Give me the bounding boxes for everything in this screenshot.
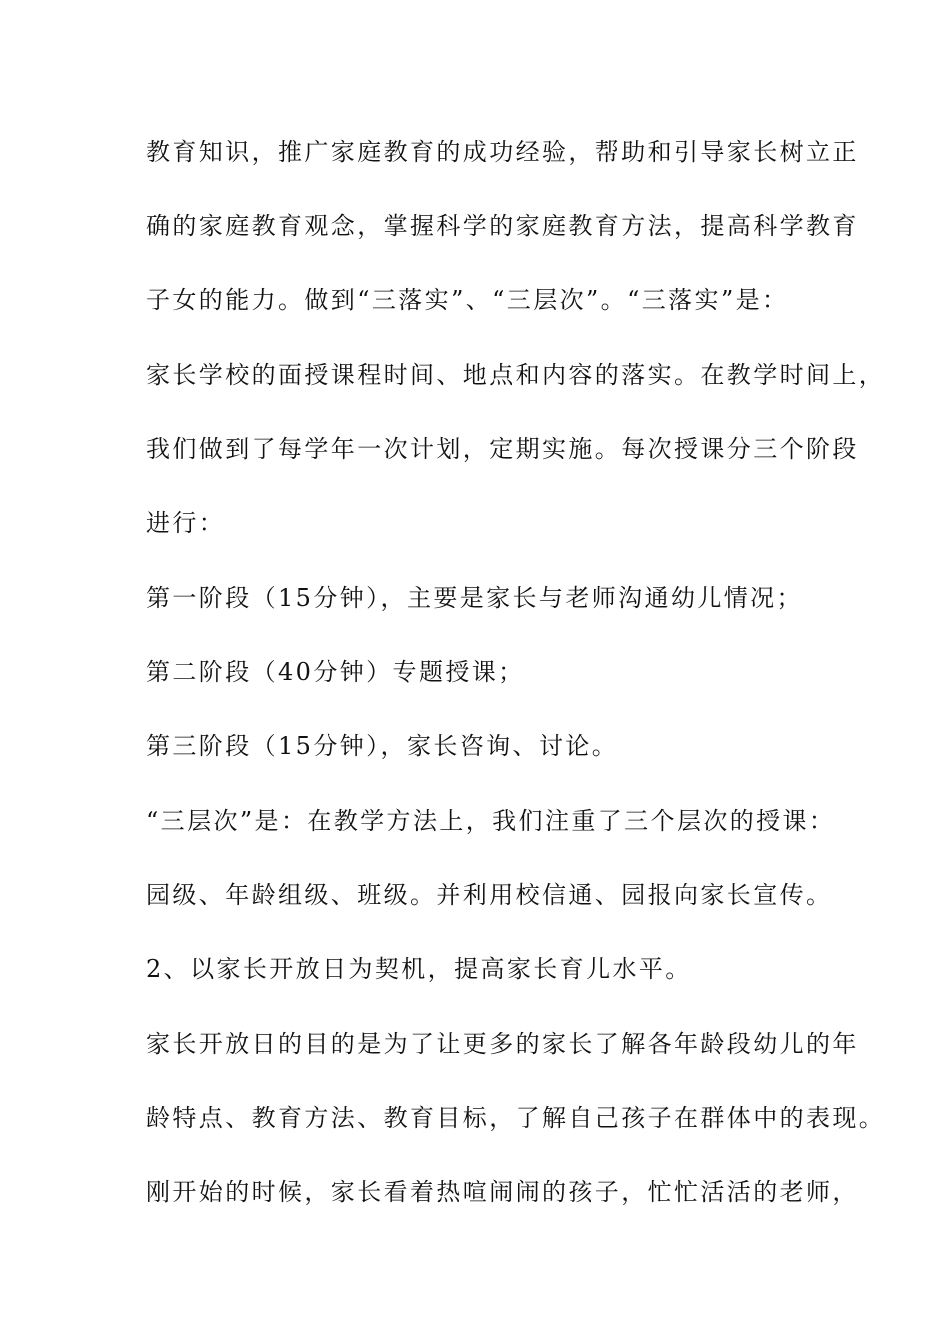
paragraph-line: 龄特点、教育方法、教育目标，了解自己孩子在群体中的表现。 — [146, 1104, 886, 1132]
paragraph-line: 确的家庭教育观念，掌握科学的家庭教育方法，提高科学教育 — [146, 212, 859, 240]
paragraph-line: 园级、年龄组级、班级。并利用校信通、园报向家长宣传。 — [146, 881, 833, 909]
paragraph-line: 进行： — [146, 509, 226, 537]
paragraph-line: 家长开放日的目的是为了让更多的家长了解各年龄段幼儿的年 — [146, 1030, 859, 1058]
paragraph-line: 刚开始的时候，家长看着热喧闹闹的孩子，忙忙活活的老师， — [146, 1178, 859, 1206]
paragraph-line: 第一阶段（15分钟），主要是家长与老师沟通幼儿情况； — [146, 584, 803, 612]
paragraph-line: 我们做到了每学年一次计划，定期实施。每次授课分三个阶段 — [146, 435, 859, 463]
paragraph-line: 第二阶段（40分钟）专题授课； — [146, 658, 525, 686]
paragraph-line: “三层次”是：在教学方法上，我们注重了三个层次的授课： — [146, 807, 836, 835]
paragraph-line: 第三阶段（15分钟），家长咨询、讨论。 — [146, 732, 619, 760]
paragraph-line: 2、以家长开放日为契机，提高家长育儿水平。 — [146, 955, 692, 983]
paragraph-line: 教育知识，推广家庭教育的成功经验，帮助和引导家长树立正 — [146, 138, 859, 166]
paragraph-line: 家长学校的面授课程时间、地点和内容的落实。在教学时间上， — [146, 361, 886, 389]
paragraph-line: 子女的能力。做到“三落实”、“三层次”。“三落实”是： — [146, 286, 789, 314]
